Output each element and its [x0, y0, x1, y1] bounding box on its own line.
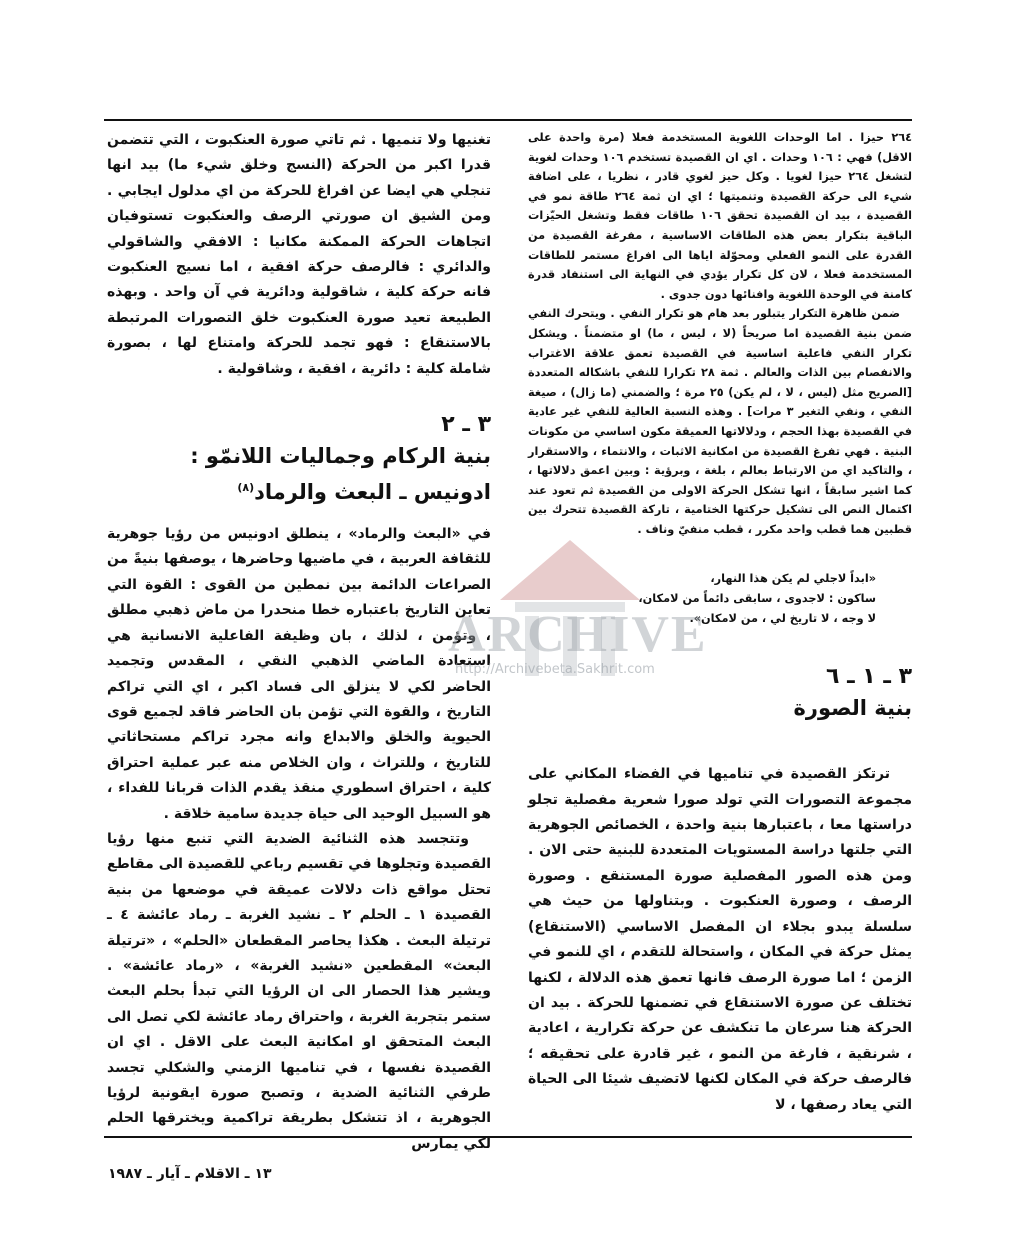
- watermark-text: ARCHIVE: [448, 606, 708, 663]
- body-paragraph: وتتجسد هذه الثنائية الضدية التي تنبع منها رؤيا القصيدة وتجلوها في تقسيم رباعي للقصيدة الى مقاطع تحتل مواقع ذات دلالات عميقة في موضعها من بنية القصيدة ١ ـ الحلم ٢ ـ نشيد الغربة ـ رماد عائشة ٤ ـ ترتيلة البعث . هكذا يحاصر المقطعان «الحلم» ، «ترتيلة البعث» المقطعين «نشيد الغربة» ، «رماد عائشة» . ويشير هذا الحصار الى ان الرؤيا التي تبدأ بحلم البعث ستمر بتجربة الغربة ، واحتراق رماد عائشة لكي تصل الى البعث المتحقق او امكانية البعث على الاقل . اي ان القصيدة نفسها ، في تناميها الزمني والشكلي تجسد طرفي الثنائية الضدية ، وتصبح صورة ايقونية لرؤيا الجوهرية ، اذ تتشكل بطريقة تراكمية ويخترقها الحلم لكي يمارس: [107, 830, 492, 1152]
- top-rule: [104, 119, 912, 121]
- section-title: بنية الركام وجماليات اللانمّو :: [190, 444, 491, 469]
- page-footer: ١٣ ـ الاقلام ـ آيار ـ ١٩٨٧: [108, 1166, 272, 1182]
- section-title-line: ادونيس ـ البعث والرماد: [254, 480, 491, 505]
- verse-line: ساكون : لاجدوى ، سابقى دائماً من لامكان،: [638, 592, 876, 606]
- body-paragraph: في «البعث والرماد» ، ينطلق ادونيس من رؤيا جوهرية للثقافة العربية ، في ماضيها وحاضرها ، يوصفها بنيةً من الصراعات الدائمة بين نمطين من القوى : القوة التي تعاين التاريخ باعتباره خطا منحدرا من ماض ذهبي مطلق ، وتؤمن ، لذلك ، بان وظيفة الفاعلية الانسانية هي استعادة الماضي الذهبي النقي ، المقدس وتجميد الحاضر لكي لا ينزلق الى فساد اكبر ، اي التي تراكم التاريخ ، والقوة التي تؤمن بان الحاضر فاقد لجميع قوى الحيوية والخلق والابداع وانه مجرد تراكم مستحاثاتي للتاريخ ، وللتراث ، وان الخلاص منه عبر عملية احتراق كلية ، احتراق اسطوري منقذ يقدم الذات قربانا للفداء ، هو السبيل الوحيد الى حياة جديدة سامية خلاقة .: [107, 526, 491, 822]
- watermark-url: http://Archivebeta.Sakhrit.com: [455, 662, 655, 677]
- section-number: ٣ ـ ٢: [441, 412, 491, 438]
- section-title: بنية الصورة: [793, 696, 912, 721]
- body-paragraph: ضمن ظاهرة التكرار يتبلور بعد هام هو تكرار النفي . ويتحرك النفي ضمن بنية القصيدة اما صريحاً (لا ، ليس ، ما) او متضمناً . ويشكل تكرار النفي فاعلية اساسية في القصيدة تعمق علاقة الاغتراب والانفصام بين الذات والعالم . ثمة ٢٨ تكرارا للنفي باشكاله المتعددة [الصريح مثل (ليس ، لا ، لم يكن) ٢٥ مرة ؛ والضمني (ما زال) ، صيغة النفي ، ونفي التغير ٣ مرات] . وهذه النسبة العالية للنفي غير عادية في القصيدة بهذا الحجم ، ودلالاتها العميقة مكون اساسي من مكونات البنية . فهي تفرغ القصيدة من امكانية الاثبات ، والانتماء ، والاستقرار ، والتاكيد اي من الارتباط بعالم ، بلغة ، وبرؤية : وبين اعمق دلالاتها ، كما اشير سابقاً ، انها تشكل الحركة الاولى من القصيدة ثم تعود عند اكتمال النص الى تشكيل حركتها الختامية ، تاركة القصيدة تتحرك بين قطبين هما قطب واحد مكرر ، قطب منفيّ وناف .: [528, 307, 912, 536]
- body-paragraph: ترتكز القصيدة في تناميها في الفضاء المكاني على مجموعة التصورات التي تولد صورا شعرية مفصلية تجلو دراستها معا ، باعتبارها بنية واحدة ، الخصائص الجوهرية التي جلتها دراسة المستويات المتعددة للبنية حتى الان . ومن هذه الصور المفصلية صورة المستنقع . وصورة الرصف ، وصورة العنكبوت . وبتناولها من حيث هي سلسلة يبدو بجلاء ان المفصل الاساسي (الاستنقاع) يمثل حركة في المكان ، واستحالة للتقدم ، اي للنمو في الزمن ؛ اما صورة الرصف فانها تعمق هذه الدلالة ، لكنها تختلف عن صورة الاستنقاع في تضمنها للحركة . بيد ان الحركة هنا سرعان ما تنكشف عن حركة تكرارية ، اعادية ، شرنقية ، فارغة من النمو ، غير قادرة على تحقيقه ؛ فالرصف حركة في المكان لكنها لاتضيف شيئا الى الحياة التي يعاد رصفها ، لا: [528, 766, 912, 1113]
- section-title: [107, 472, 491, 508]
- body-paragraph: ٢٦٤ حيزا . اما الوحدات اللغوية المستخدمة فعلا (مرة واحدة على الاقل) فهي : ١٠٦ وحدات . اي ان القصيدة تستخدم ١٠٦ وحدات لغوية لتشغل ٢٦٤ حيزا لغويا . وكل حيز لغوي قادر ، نظريا ، على اضافة شيء الى حركة القصيدة وتنميتها ؛ اي ان ثمة ٢٦٤ طاقة نمو في القصيدة ، بيد ان القصيدة تحقق ١٠٦ طاقات فقط وتشغل الحيّزات الباقية بتكرار بعض هذه الطاقات الاساسية ، مفرغة القصيدة من القدرة على النمو الفعلي ومحوّلة اياها الى افراغ مستمر للطاقات المستخدمة فعلا ، لان كل تكرار يؤدي في النهاية الى استنفاد قدرة كامنة في الوحدة اللغوية وافنائها دون جدوى .: [528, 131, 913, 301]
- verse-line: «ابداً لاجلي لم يكن هذا النهار،: [710, 572, 876, 586]
- footnote-ref: (٨): [237, 481, 255, 495]
- verse-line: لا وجه ، لا تاريخ لي ، من لامكان».: [689, 611, 876, 625]
- bottom-rule: [104, 1136, 912, 1138]
- left-column: [107, 128, 491, 1157]
- body-paragraph: تغنيها ولا تنميها . ثم تاتي صورة العنكبوت ، التي تتضمن قدرا اكبر من الحركة (النسج وخلق شيء ما) بيد انها تنجلي هي ايضا عن افراغ للحركة من اي مدلول ايجابي . ومن الشيق ان صورتي الرصف والعنكبوت تستوفيان اتجاهات الحركة الممكنة مكانيا : الافقي والشاقولي والدائري : فالرصف حركة افقية ، اما نسيج العنكبوت فانه حركة كلية ، شاقولية ودائرية في آن واحد . وبهذه الطبيعة تعيد صورة العنكبوت خلق التصورات المرتبطة بالاستنقاع : فهو تجمد للحركة وامتناع لها ، بصورة شاملة كلية : دائرية ، افقية ، وشاقولية .: [107, 132, 491, 377]
- section-number: ٣ ـ ١ ـ ٦: [826, 664, 912, 690]
